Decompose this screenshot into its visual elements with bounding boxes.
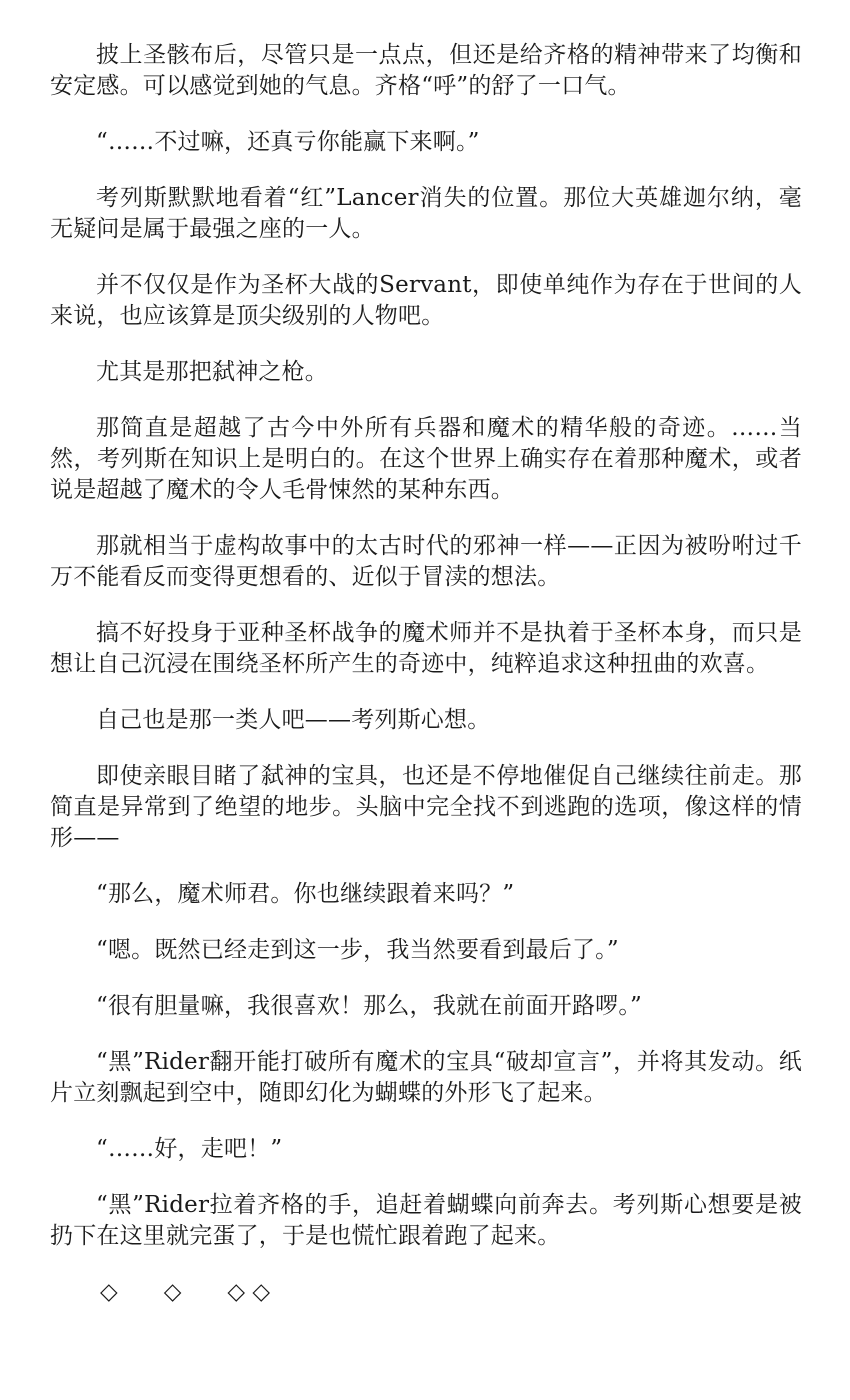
paragraph-11: “那么，魔术师君。你也继续跟着来吗？” xyxy=(96,881,515,907)
paragraph-9: 自己也是那一类人吧——考列斯心想。 xyxy=(96,707,491,733)
paragraph-2: “……不过嘛，还真亏你能赢下来啊。” xyxy=(96,129,480,155)
paragraph-13: “很有胆量嘛，我很喜欢！那么，我就在前面开路啰。” xyxy=(96,993,643,1019)
paragraph-14: “黑”Rider翻开能打破所有魔术的宝具“破却宣言”，并将其发动。纸片立刻飘起到空中，随即幻化为蝴蝶的外形飞了起来。 xyxy=(50,1049,802,1106)
paragraph-10: 即使亲眼目睹了弑神的宝具，也还是不停地催促自己继续往前走。那简直是异常到了绝望的地步。头脑中完全找不到逃跑的选项，像这样的情形—— xyxy=(50,763,802,851)
paragraph-15: “……好，走吧！” xyxy=(96,1136,283,1162)
paragraph-6: 那简直是超越了古今中外所有兵器和魔术的精华般的奇迹。……当然，考列斯在知识上是明白的。在这个世界上确实存在着那种魔术，或者说是超越了魔术的令人毛骨悚然的某种东西。 xyxy=(50,415,802,503)
paragraph-5: 尤其是那把弑神之枪。 xyxy=(96,359,328,385)
paragraph-16: “黑”Rider拉着齐格的手，追赶着蝴蝶向前奔去。考列斯心想要是被扔下在这里就完蛋了，于是也慌忙跟着跑了起来。 xyxy=(50,1192,802,1249)
paragraph-3: 考列斯默默地看着“红”Lancer消失的位置。那位大英雄迦尔纳，毫无疑问是属于最强之座的一人。 xyxy=(50,185,802,242)
paragraph-7: 那就相当于虚构故事中的太古时代的邪神一样——正因为被吩咐过千万不能看反而变得更想看的、近似于冒渎的想法。 xyxy=(50,533,802,590)
paragraph-8: 搞不好投身于亚种圣杯战争的魔术师并不是执着于圣杯本身，而只是想让自己沉浸在围绕圣杯所产生的奇迹中，纯粹追求这种扭曲的欢喜。 xyxy=(50,620,802,677)
paragraph-12: “嗯。既然已经走到这一步，我当然要看到最后了。” xyxy=(96,937,619,963)
scene-separator: ◇ ◇ ◇ ◇ xyxy=(100,1279,271,1305)
paragraph-4: 并不仅仅是作为圣杯大战的Servant，即使单纯作为存在于世间的人来说，也应该算是顶尖级别的人物吧。 xyxy=(50,272,802,329)
paragraph-1: 披上圣骸布后，尽管只是一点点，但还是给齐格的精神带来了均衡和安定感。可以感觉到她的气息。齐格“呼”的舒了一口气。 xyxy=(50,42,802,99)
